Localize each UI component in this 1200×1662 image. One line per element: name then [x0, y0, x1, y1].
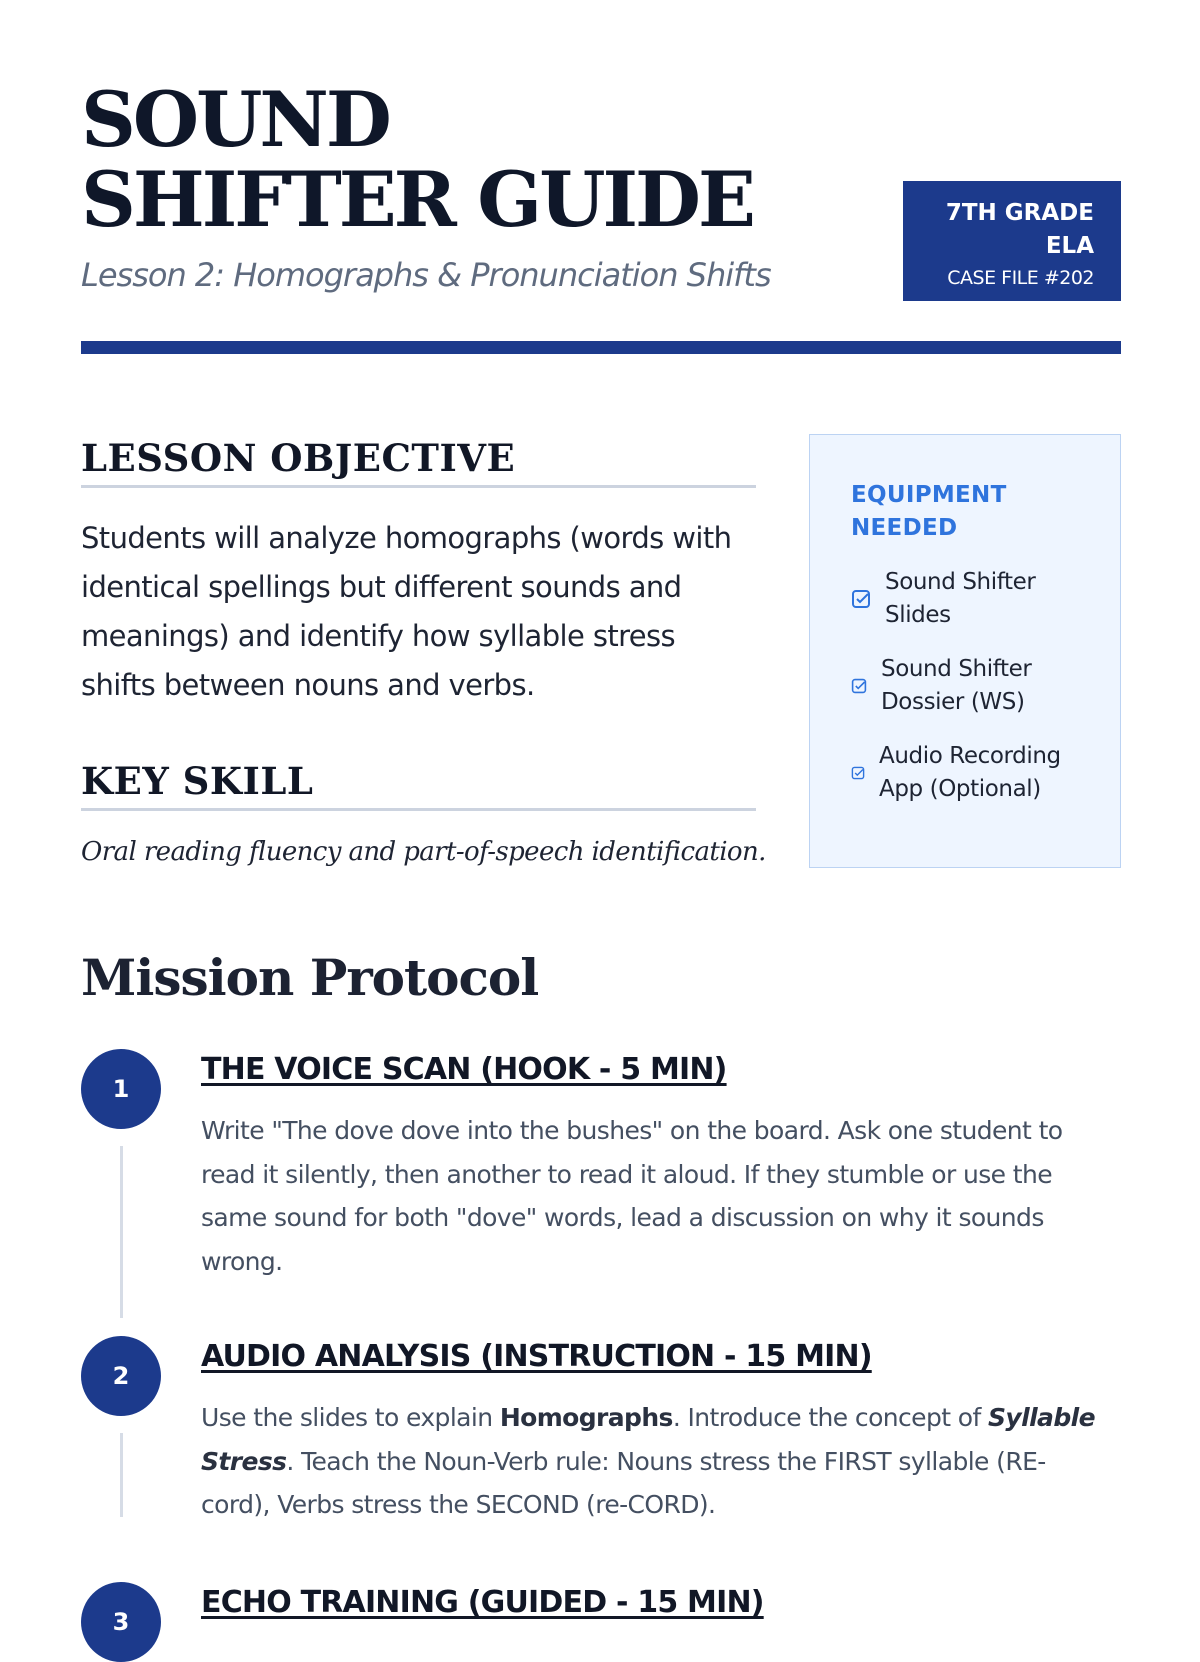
step-number: 1 — [81, 1049, 161, 1129]
protocol-title: Mission Protocol — [81, 948, 539, 1007]
equipment-title: EQUIPMENT NEEDED — [851, 482, 1007, 541]
case-file-label: CASE FILE #202 — [947, 267, 1094, 289]
objective-text: Students will analyze homographs (words with identical spellings but different sounds and meanings) and identify how syllable stress shifts between nouns and verbs. — [81, 521, 732, 702]
checkbox-icon — [851, 589, 871, 609]
equipment-item — [851, 566, 1100, 632]
lesson-subtitle: Lesson 2: Homographs & Pronunciation Shifts — [81, 256, 771, 294]
step-text: . Teach the Noun-Verb rule: Nouns stress the FIRST syllable (RE-cord), Verbs stress the SECOND (re-CORD). — [201, 1446, 1046, 1519]
step-number: 3 — [81, 1582, 161, 1662]
equipment-label: Sound Shifter Slides — [885, 569, 1036, 628]
grade-label: 7TH GRADE ELA — [945, 200, 1094, 259]
page-title: SOUND SHIFTER GUIDE — [81, 75, 753, 244]
equipment-item — [851, 740, 1100, 806]
equipment-label: Sound Shifter Dossier (WS) — [881, 656, 1032, 715]
step-description: Write "The dove dove into the bushes" on the board. Ask one student to read it silently, then another to read it aloud. If they stumble or use the same sound for both "dove" words, lead a discussion on why it sounds wrong. — [201, 1116, 1063, 1276]
step-text-bold: Homographs — [499, 1403, 673, 1432]
objective-section — [81, 435, 766, 867]
header-divider — [81, 341, 1121, 354]
step-text: Use the slides to explain — [201, 1403, 500, 1432]
step-title: AUDIO ANALYSIS (INSTRUCTION - 15 MIN) — [201, 1339, 872, 1374]
objective-heading: LESSON OBJECTIVE — [81, 435, 756, 488]
step-title: THE VOICE SCAN (HOOK - 5 MIN) — [201, 1052, 727, 1087]
step-connector — [120, 1433, 123, 1517]
equipment-list — [851, 566, 1100, 806]
step-text-emphasis: Syllable Stress — [201, 1403, 1095, 1476]
step-text: . Introduce the concept of — [672, 1403, 989, 1432]
step-description — [201, 1396, 1101, 1527]
equipment-item — [851, 653, 1100, 719]
equipment-panel — [809, 434, 1121, 868]
checkbox-icon — [851, 678, 867, 694]
step-number: 2 — [81, 1336, 161, 1416]
step-connector — [120, 1146, 123, 1318]
header — [81, 0, 1121, 355]
step-title: ECHO TRAINING (GUIDED - 15 MIN) — [201, 1585, 764, 1620]
key-skill-text: Oral reading fluency and part-of-speech identification. — [81, 837, 766, 867]
lesson-page — [81, 0, 1121, 1636]
checkbox-icon — [851, 766, 865, 780]
grade-badge — [903, 181, 1121, 301]
equipment-label: Audio Recording App (Optional) — [879, 743, 1061, 802]
key-skill-heading: KEY SKILL — [81, 758, 756, 811]
